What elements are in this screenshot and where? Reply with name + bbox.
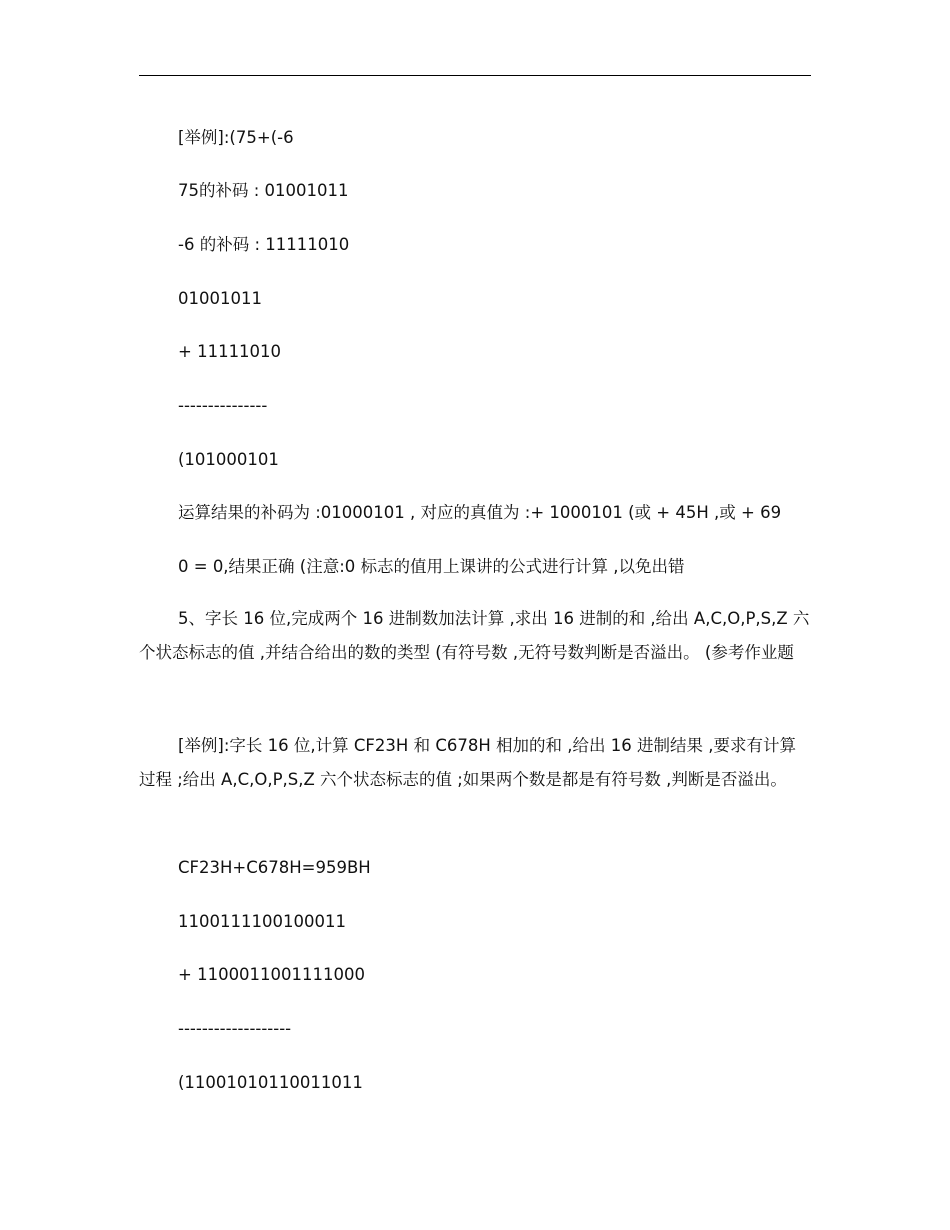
example2-line-operand-b: + 1100011001111000 — [178, 965, 366, 984]
example2-line-sum: (11001010110011011 — [178, 1073, 363, 1092]
example1-line-note: 0 = 0,结果正确 (注意:0 标志的值用上课讲的公式进行计算 ,以免出错 — [178, 557, 685, 576]
question5-paragraph: 5、字长 16 位,完成两个 16 进制数加法计算 ,求出 16 进制的和 ,给出 A,C,O,P,S,Z 六个状态标志的值 ,并结合给出的数的类型 (有符号数 ,无符号数判断是否溢出。 (参考作业题 — [139, 609, 810, 662]
example2-paragraph: [举例]:字长 16 位,计算 CF23H 和 C678H 相加的和 ,给出 16 进制结果 ,要求有计算过程 ;给出 A,C,O,P,S,Z 六个状态标志的值 ;如果两个数是都是有符号数 ,判断是否溢出。 — [139, 736, 796, 789]
example1-heading: [举例]:(75+(-6 — [178, 128, 294, 147]
example1-line-result: 运算结果的补码为 :01000101 , 对应的真值为 :+ 1000101 (或 + 45H ,或 + 69 — [178, 503, 782, 522]
example1-line-operand-b: + 11111010 — [178, 342, 282, 361]
example2-line-operand-a: 1100111100100011 — [178, 912, 346, 931]
example1-line-divider: --------------- — [178, 396, 268, 415]
example2-line-hex-sum: CF23H+C678H=959BH — [178, 858, 371, 877]
header-rule — [139, 75, 811, 76]
example2-line-divider: ------------------- — [178, 1019, 292, 1038]
example1-line-neg6-complement: -6 的补码 : 11111010 — [178, 235, 350, 254]
example1-line-operand-a: 01001011 — [178, 289, 262, 308]
example1-line-75-complement: 75的补码 : 01001011 — [178, 181, 349, 200]
example1-line-sum: (101000101 — [178, 450, 279, 469]
